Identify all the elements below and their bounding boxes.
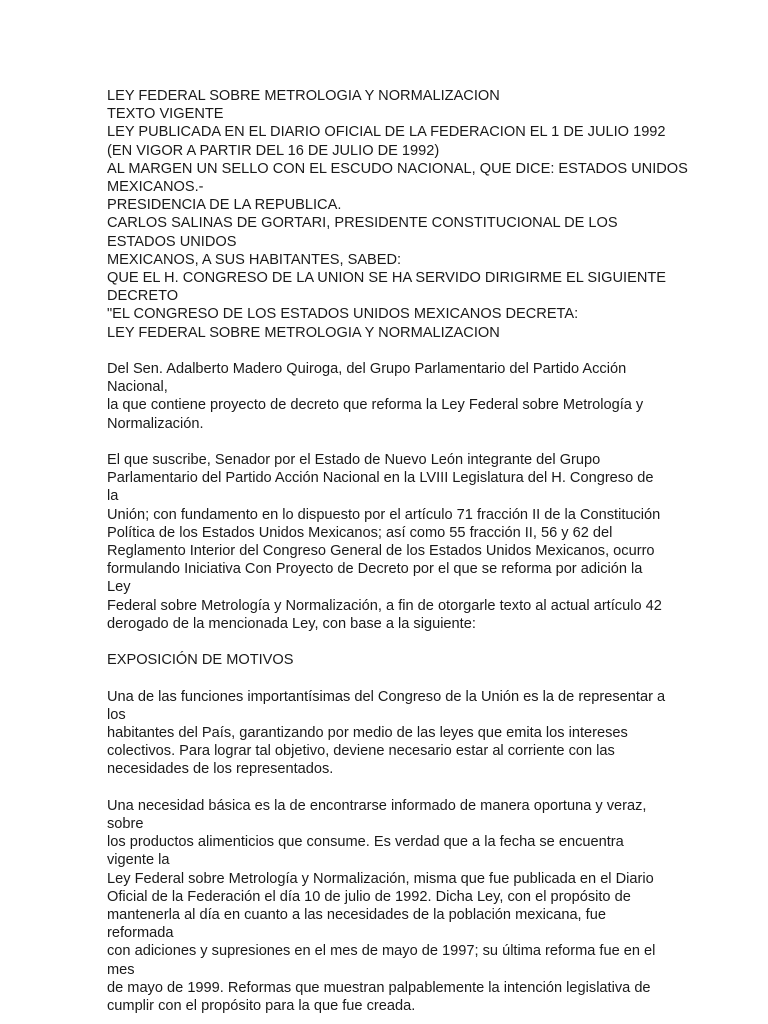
effective-date-line: (EN VIGOR A PARTIR DEL 16 DE JULIO DE 1992) bbox=[107, 142, 440, 159]
president-line-continued: ESTADOS UNIDOS bbox=[107, 233, 237, 250]
president-line: CARLOS SALINAS DE GORTARI, PRESIDENTE CONSTITUCIONAL DE LOS bbox=[107, 215, 618, 232]
seal-line: AL MARGEN UN SELLO CON EL ESCUDO NACIONAL, QUE DICE: ESTADOS UNIDOS bbox=[107, 160, 688, 177]
spacer bbox=[107, 669, 667, 687]
motivos-paragraph-1: Una de las funciones importantísimas del Congreso de la Unión es la de representar a los habitantes del País, garantizando por medio de las leyes que emita los intereses colectivos. Para lograr tal objetivo, deviene necesario estar al corriente con las necesidades de los representados. bbox=[107, 688, 666, 778]
text-status: TEXTO VIGENTE bbox=[107, 106, 224, 123]
spacer bbox=[107, 433, 667, 451]
inhabitants-line: MEXICANOS, A SUS HABITANTES, SABED: bbox=[107, 251, 402, 268]
law-title-repeat: LEY FEDERAL SOBRE METROLOGIA Y NORMALIZACION bbox=[107, 324, 500, 341]
law-header-block bbox=[107, 87, 688, 342]
seal-line-continued: MEXICANOS.- bbox=[107, 179, 204, 196]
senator-paragraph: El que suscribe, Senador por el Estado de Nuevo León integrante del Grupo Parlamentario del Partido Acción Nacional en la LVIII Legislatura del H. Congreso de la Unión; con fundamento en lo dispuesto por el artículo 71 fracción II de la Constitución Política de los Estados Unidos Mexicanos; así como 55 fracción II, 56 y 62 del Reglamento Interior del Congreso General de los Estados Unidos Mexicanos, ocurro formulando Iniciativa Con Proyecto de Decreto por el que se reforma por adición la Ley Federal sobre Metrología y Normalización, a fin de otorgarle texto al actual artículo 42 derogado de la mencionada Ley, con base a la siguiente: bbox=[107, 452, 662, 632]
publication-line: LEY PUBLICADA EN EL DIARIO OFICIAL DE LA FEDERACION EL 1 DE JULIO 1992 bbox=[107, 124, 666, 141]
spacer bbox=[107, 633, 667, 651]
motivos-paragraph-2: Una necesidad básica es la de encontrarse informado de manera oportuna y veraz, sobre los productos alimenticios que consume. Es verdad que a la fecha se encuentra vigente la Ley Federal sobre Metrología y Normalización, misma que fue publicada en el Diario Oficial de la Federación el día 10 de julio de 1992. Dicha Ley, con el propósito de mantenerla al día en cuanto a las necesidades de la población mexicana, fue reformada con adiciones y supresiones en el mes de mayo de 1997; su última reforma fue en el mes de mayo de 1999. Reformas que muestran palpablemente la intención legislativa de cumplir con el propósito para la que fue creada. bbox=[107, 797, 656, 1015]
spacer bbox=[107, 779, 667, 797]
spacer bbox=[107, 342, 667, 360]
law-title: LEY FEDERAL SOBRE METROLOGIA Y NORMALIZACION bbox=[107, 88, 500, 104]
congress-line: QUE EL H. CONGRESO DE LA UNION SE HA SERVIDO DIRIGIRME EL SIGUIENTE bbox=[107, 270, 667, 287]
presidency-line: PRESIDENCIA DE LA REPUBLICA. bbox=[107, 197, 342, 214]
section-heading: EXPOSICIÓN DE MOTIVOS bbox=[107, 652, 294, 669]
document-page bbox=[107, 87, 688, 1015]
decree-line: DECRETO bbox=[107, 288, 179, 305]
congress-decrees-line: "EL CONGRESO DE LOS ESTADOS UNIDOS MEXICANOS DECRETA: bbox=[107, 306, 579, 323]
intro-paragraph: Del Sen. Adalberto Madero Quiroga, del Grupo Parlamentario del Partido Acción Nacional, la que contiene proyecto de decreto que reforma la Ley Federal sobre Metrología y Normalización. bbox=[107, 361, 644, 432]
